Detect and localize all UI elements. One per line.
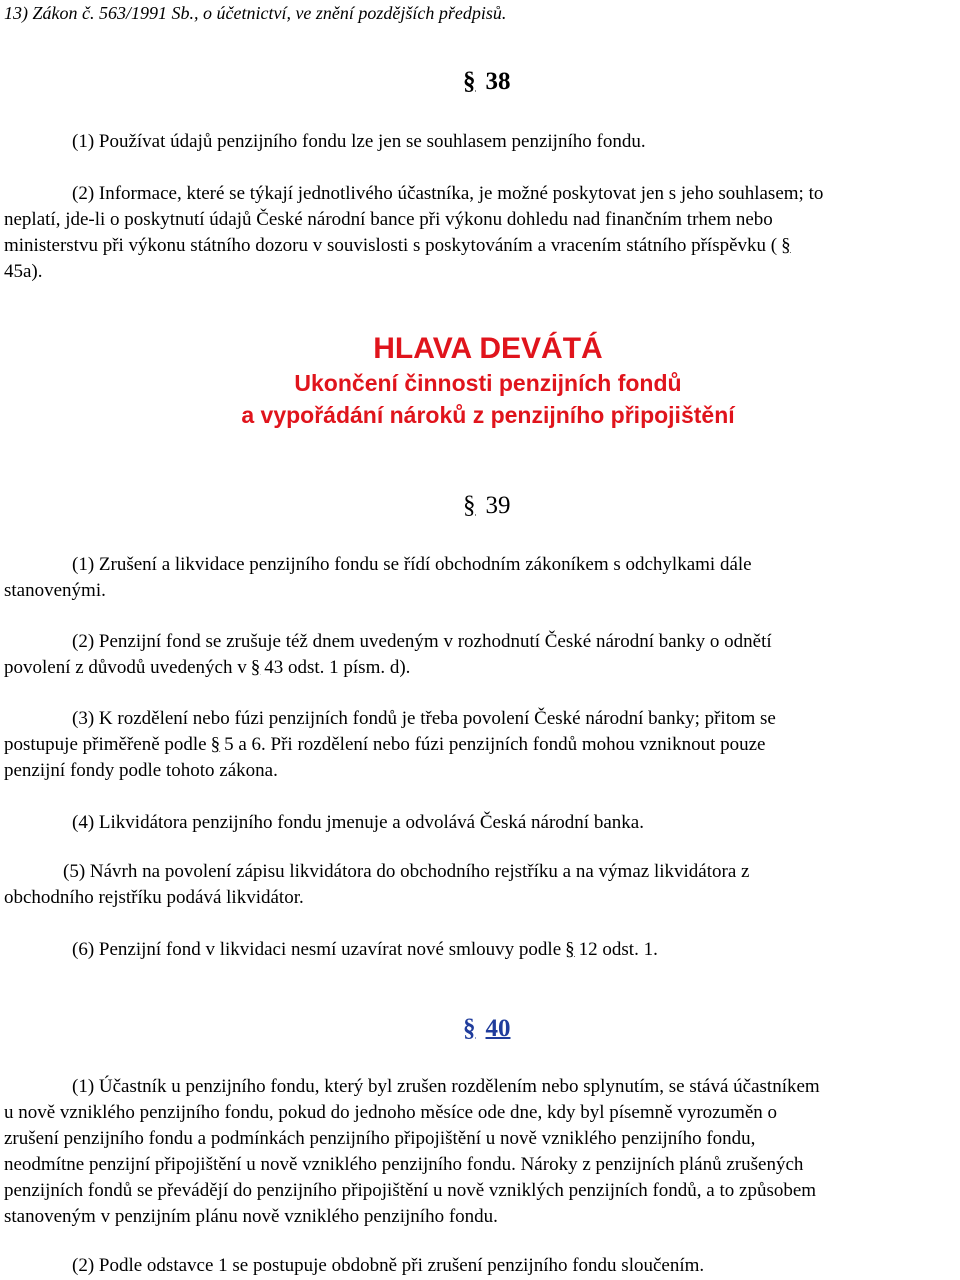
- section-sign: §: [463, 1015, 476, 1042]
- s38-p2-line: (2) Informace, které se týkají jednotlivého účastníka, je možné poskytovat jen s jeho souhlasem; to: [72, 183, 824, 204]
- chapter-subtitle-2: a vypořádání nároků z penzijního připojištění: [241, 402, 735, 428]
- s40-p2: (2) Podle odstavce 1 se postupuje obdobně při zrušení penzijního fondu sloučením.: [72, 1255, 705, 1276]
- s39-p1-line: stanovenými.: [4, 580, 106, 601]
- section-number: 39: [485, 492, 511, 519]
- footnote: 13) Zákon č. 563/1991 Sb., o účetnictví, ve znění pozdějších předpisů.: [4, 3, 507, 23]
- s40-p1-line: stanoveným v penzijním plánu nově vzniklého penzijního fondu.: [4, 1206, 498, 1227]
- section-sign: §: [565, 939, 575, 960]
- s40-p1-line: zrušení penzijního fondu a podmínkách penzijního připojištění u nově vzniklého penzijního fondu,: [4, 1128, 756, 1149]
- s40-p1-line: (1) Účastník u penzijního fondu, který byl zrušen rozdělením nebo splynutím, se stává účastníkem: [72, 1076, 820, 1097]
- section-sign: §: [463, 492, 476, 519]
- s39-p4: (4) Likvidátora penzijního fondu jmenuje a odvolává Česká národní banka.: [72, 812, 644, 833]
- s38-p2-line: 45a).: [4, 261, 43, 282]
- s39-p1-line: (1) Zrušení a likvidace penzijního fondu se řídí obchodním zákoníkem s odchylkami dále: [72, 554, 752, 575]
- section-39-heading: [463, 490, 511, 522]
- chapter-title: HLAVA DEVÁTÁ: [373, 332, 603, 365]
- s39-p6: (6) Penzijní fond v likvidaci nesmí uzavírat nové smlouvy podle § 12 odst. 1.: [72, 939, 658, 960]
- section-sign: §: [781, 235, 791, 256]
- section-40-heading: [463, 1013, 511, 1045]
- s38-p1: (1) Používat údajů penzijního fondu lze jen se souhlasem penzijního fondu.: [72, 131, 646, 152]
- s39-p2-line: povolení z důvodů uvedených v § 43 odst. 1 písm. d).: [4, 657, 411, 678]
- section-sign: §: [250, 657, 261, 678]
- s38-p2-line: ministerstvu při výkonu státního dozoru v souvislosti s poskytováním a vracením státního příspěvku ( §: [4, 235, 791, 256]
- section-number: 38: [485, 68, 511, 95]
- section-number: 40: [485, 1015, 511, 1042]
- s39-p2-line: (2) Penzijní fond se zrušuje též dnem uvedeným v rozhodnutí České národní banky o odnětí: [72, 631, 772, 652]
- s40-p1-line: u nově vzniklého penzijního fondu, pokud do jednoho měsíce ode dne, kdy byl písemně vyrozuměn o: [4, 1102, 778, 1123]
- section-sign: §: [463, 68, 476, 95]
- s39-p3-line: postupuje přiměřeně podle § 5 a 6. Při rozdělení nebo fúzi penzijních fondů mohou vzniknout pouze: [4, 734, 766, 755]
- s39-p5-line: (5) Návrh na povolení zápisu likvidátora do obchodního rejstříku a na výmaz likvidátora z: [63, 861, 750, 882]
- section-sign: §: [210, 734, 221, 755]
- s40-p1-line: penzijních fondů se převádějí do penzijního připojištění u nově vzniklých penzijních fondů, a to způsobem: [4, 1180, 817, 1201]
- chapter-subtitle-1: Ukončení činnosti penzijních fondů: [294, 370, 682, 396]
- s40-p1-line: neodmítne penzijní připojištění u nově vzniklého penzijního fondu. Nároky z penzijních plánů zrušených: [4, 1154, 804, 1175]
- s39-p5-line: obchodního rejstříku podává likvidátor.: [4, 887, 304, 908]
- s38-p2-line: neplatí, jde-li o poskytnutí údajů České národní bance při výkonu dohledu nad finančním trhem nebo: [4, 209, 773, 230]
- s39-p3-line: (3) K rozdělení nebo fúzi penzijních fondů je třeba povolení České národní banky; přitom se: [72, 708, 776, 729]
- s39-p3-line: penzijní fondy podle tohoto zákona.: [4, 760, 278, 781]
- section-38-heading: [463, 66, 511, 98]
